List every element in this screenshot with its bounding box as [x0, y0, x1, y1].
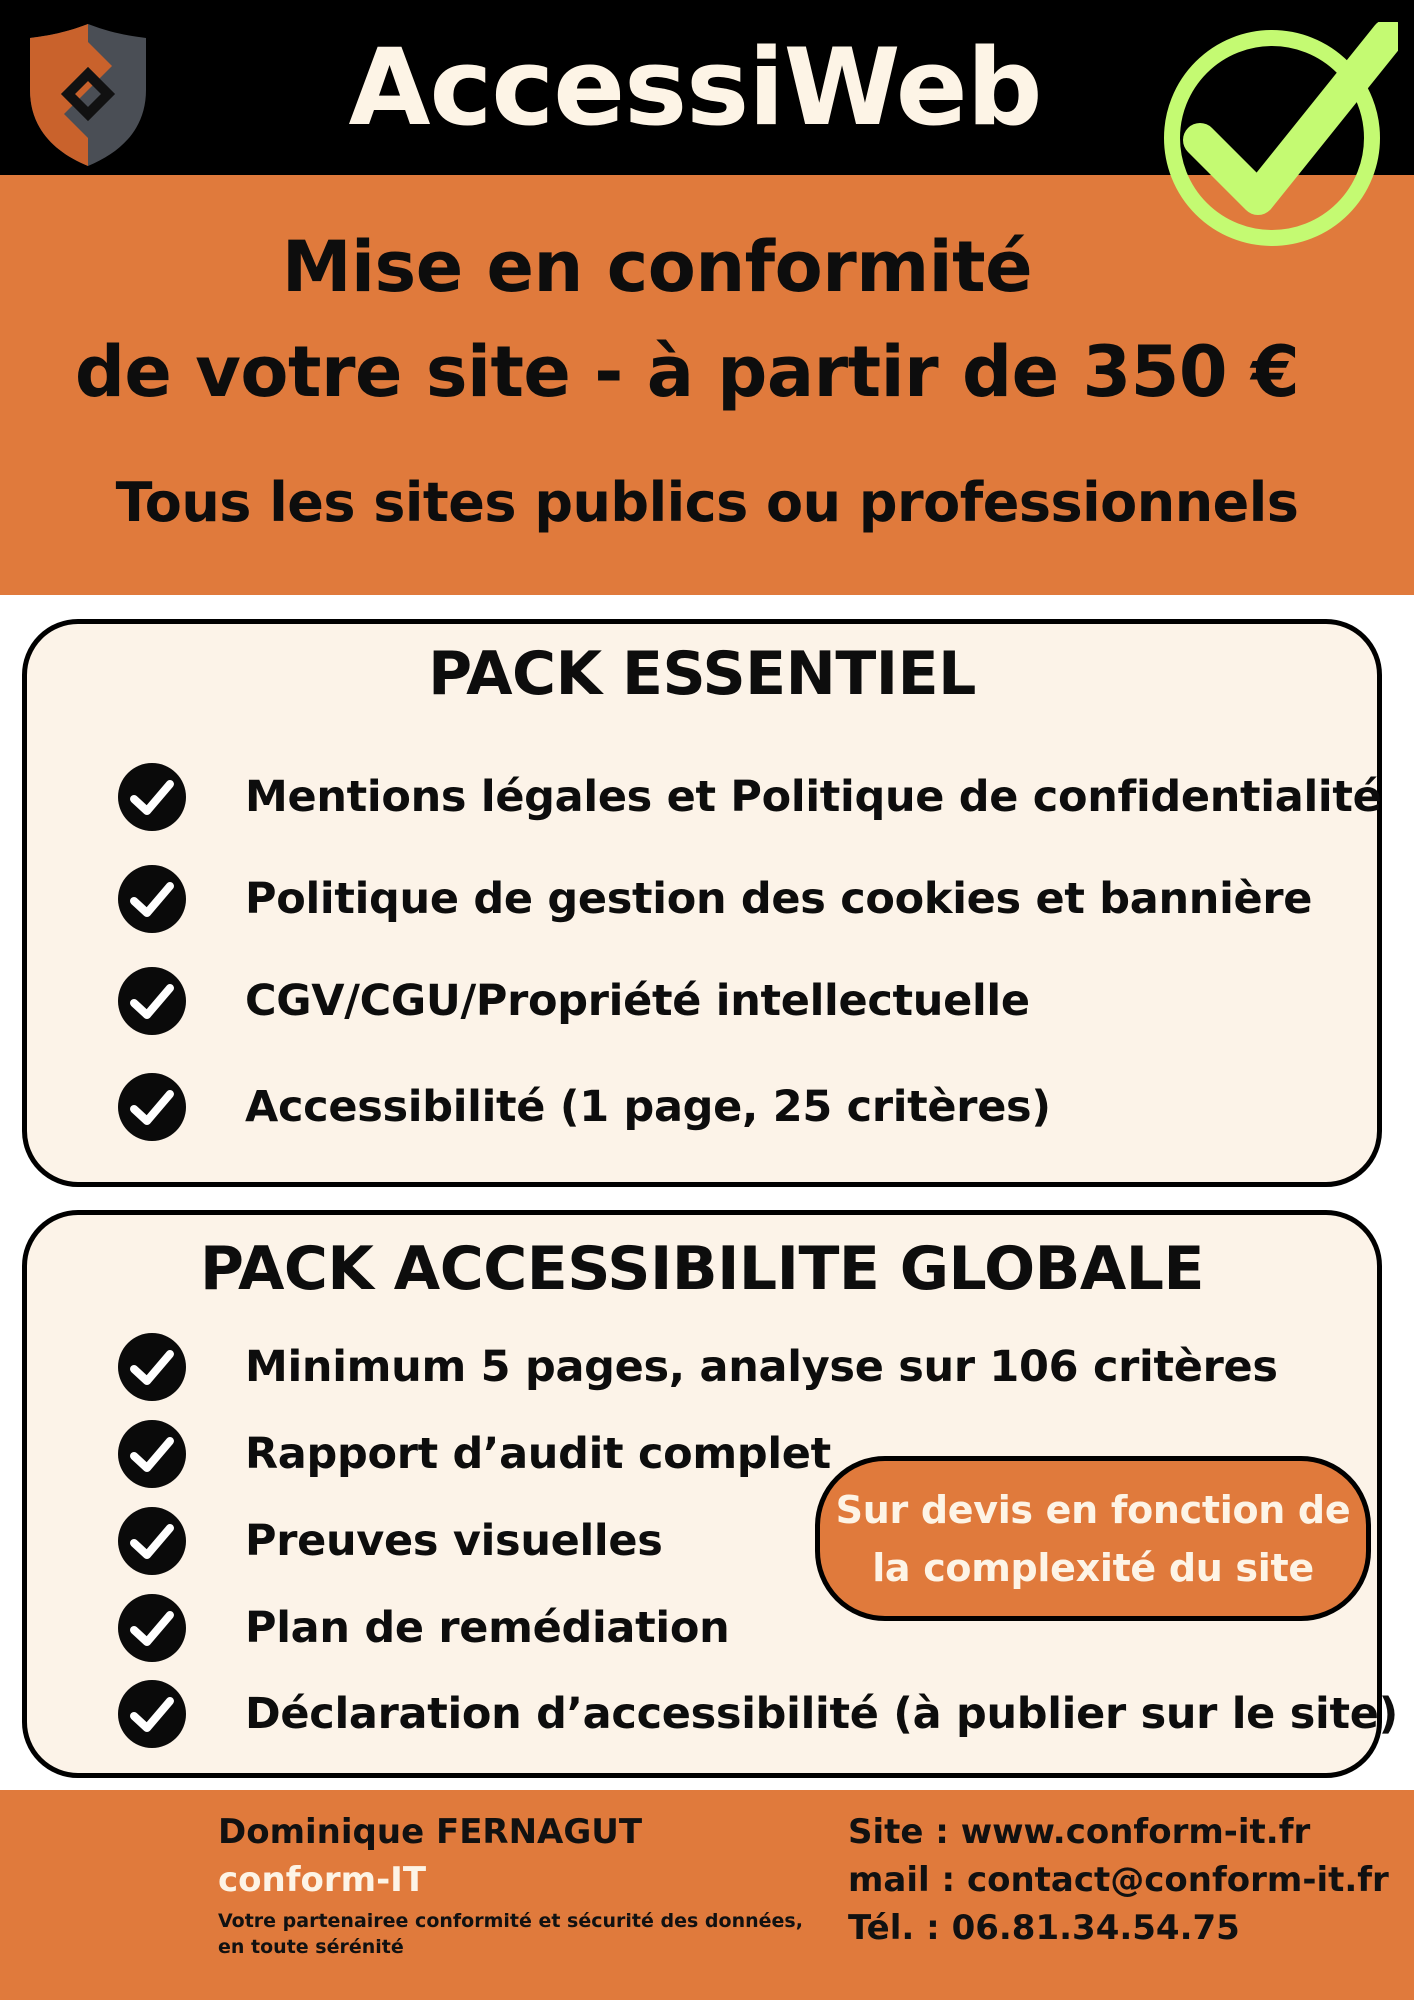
company-tagline: [218, 1908, 818, 1960]
quote-line-1: Sur devis en fonction de: [835, 1488, 1351, 1532]
pack-global-card: [22, 1210, 1398, 1778]
check-icon: [117, 864, 187, 934]
brand-title: AccessiWeb: [348, 26, 1042, 149]
check-icon: [117, 966, 187, 1036]
pack-global-title: PACK ACCESSIBILITE GLOBALE: [199, 1234, 1204, 1304]
list-item-label: CGV/CGU/Propriété intellectuelle: [245, 976, 1030, 1026]
footer-bar: [0, 1790, 1414, 2000]
check-icon: [117, 1506, 187, 1576]
list-item-label: Plan de remédiation: [245, 1603, 730, 1653]
list-item-label: Rapport d’audit complet: [245, 1429, 831, 1479]
list-item-label: Déclaration d’accessibilité (à publier sur le site): [245, 1689, 1398, 1739]
contact-name: Dominique FERNAGUT: [218, 1812, 643, 1852]
headline-line-2: de votre site - à partir de 350 €: [74, 331, 1300, 413]
check-icon: [117, 762, 187, 832]
phone-text: Tél. : 06.81.34.54.75: [848, 1908, 1240, 1948]
check-icon: [117, 1419, 187, 1489]
list-item-label: Accessibilité (1 page, 25 critères): [245, 1082, 1051, 1132]
list-item-label: Minimum 5 pages, analyse sur 106 critères: [245, 1342, 1278, 1392]
check-icon: [117, 1679, 187, 1749]
check-icon: [117, 1593, 187, 1663]
company-name: conform-IT: [218, 1860, 427, 1900]
green-check-circle-icon: [1158, 22, 1398, 252]
pack-essentiel-card: [22, 619, 1382, 1187]
tagline-line-1: Votre partenairee conformité et sécurité des données,: [218, 1910, 803, 1932]
list-item-label: Preuves visuelles: [245, 1516, 663, 1566]
quote-callout: [815, 1456, 1371, 1621]
quote-line-2: la complexité du site: [872, 1546, 1314, 1590]
check-icon: [117, 1332, 187, 1402]
pack-essentiel-title: PACK ESSENTIEL: [428, 639, 976, 709]
email-text: mail : contact@conform-it.fr: [848, 1860, 1389, 1900]
list-item-label: Mentions légales et Politique de confidentialité: [245, 772, 1382, 822]
subheadline: Tous les sites publics ou professionnels: [115, 471, 1299, 534]
headline-line-1: Mise en conformité: [281, 226, 1033, 308]
check-icon: [117, 1072, 187, 1142]
list-item-label: Politique de gestion des cookies et bannière: [245, 874, 1313, 924]
tagline-line-2: en toute sérénité: [218, 1936, 404, 1958]
website-text: Site : www.conform-it.fr: [848, 1812, 1311, 1852]
